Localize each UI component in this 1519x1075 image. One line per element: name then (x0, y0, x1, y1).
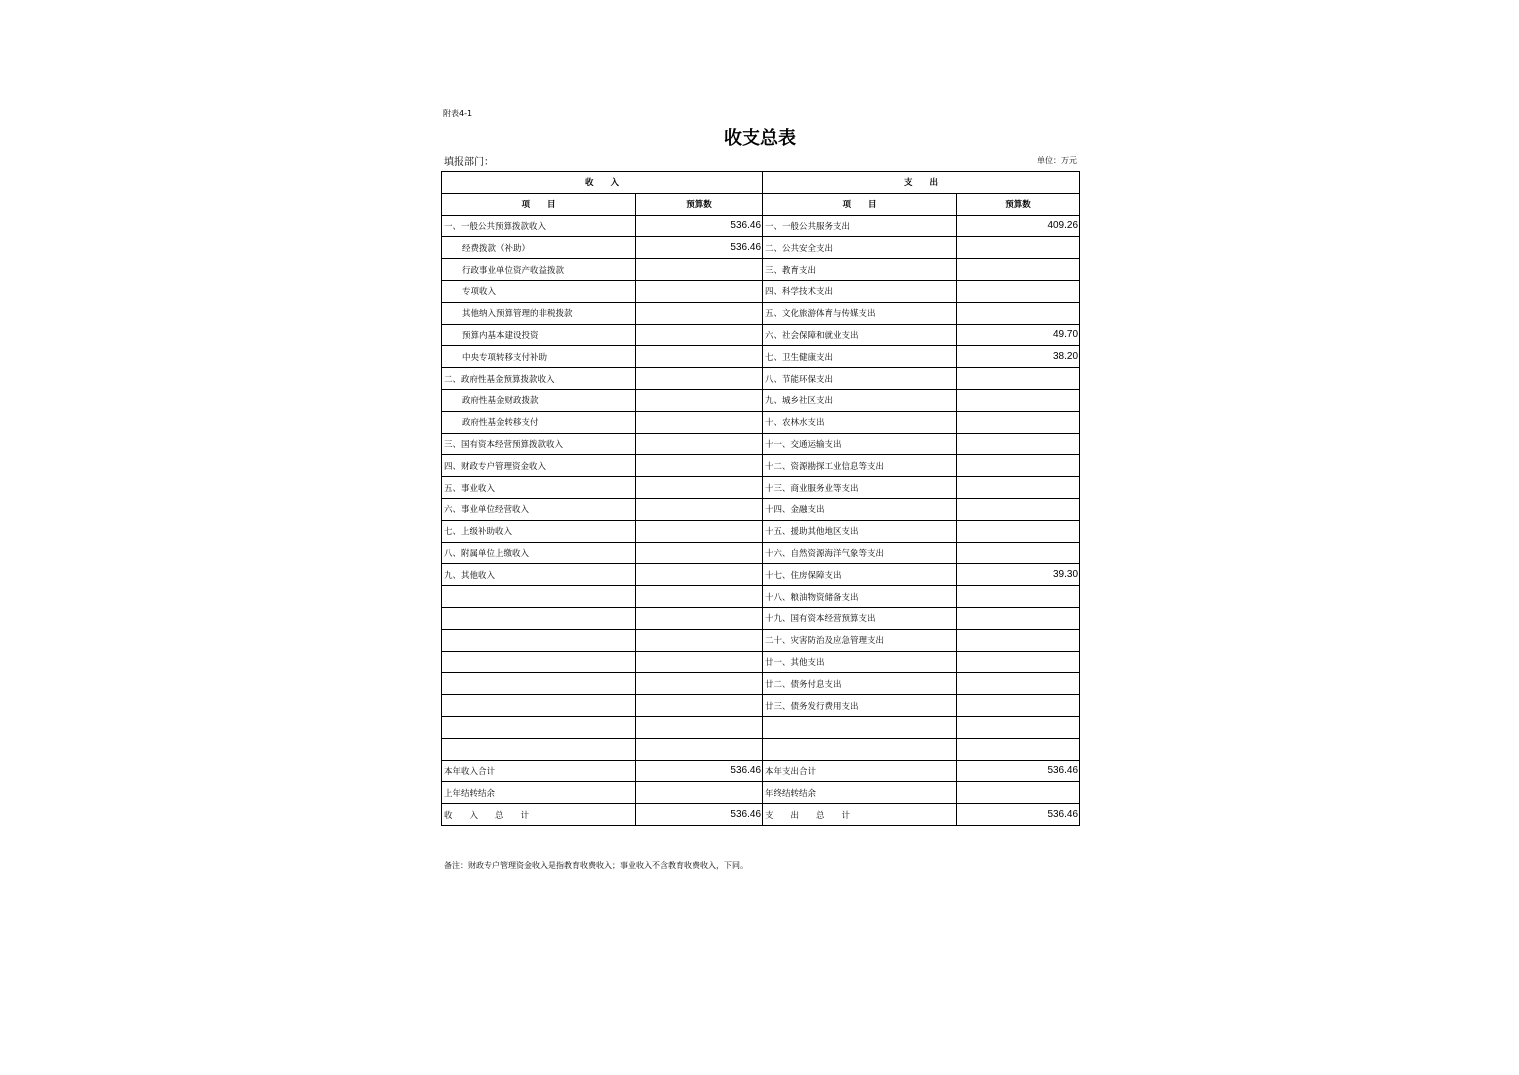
expense-item-cell: 十一、交通运输支出 (763, 433, 957, 455)
table-row (442, 564, 1080, 586)
income-value-cell (636, 782, 763, 804)
expense-item-cell: 十二、资源勘探工业信息等支出 (763, 455, 957, 477)
income-value-cell (636, 324, 763, 346)
income-item-cell: 行政事业单位资产收益拨款 (442, 259, 636, 281)
expense-value-cell (957, 542, 1080, 564)
expense-item-cell: 五、文化旅游体育与传媒支出 (763, 302, 957, 324)
income-value-cell (636, 695, 763, 717)
income-item-cell: 一、一般公共预算拨款收入 (442, 215, 636, 237)
income-value-cell (636, 498, 763, 520)
table-row (442, 760, 1080, 782)
expense-item-cell: 四、科学技术支出 (763, 280, 957, 302)
expense-item-cell: 二、公共安全支出 (763, 237, 957, 259)
expense-value-cell: 536.46 (957, 804, 1080, 826)
expense-budget-column-header: 预算数 (957, 193, 1080, 215)
income-value-cell (636, 346, 763, 368)
expense-item-cell: 十四、金融支出 (763, 498, 957, 520)
income-value-cell (636, 651, 763, 673)
expense-value-cell (957, 607, 1080, 629)
income-value-cell (636, 280, 763, 302)
table-row (442, 389, 1080, 411)
income-value-cell (636, 368, 763, 390)
income-budget-column-header: 预算数 (636, 193, 763, 215)
income-value-cell (636, 455, 763, 477)
expense-item-cell: 三、教育支出 (763, 259, 957, 281)
table-row (442, 673, 1080, 695)
income-item-cell (442, 716, 636, 738)
expense-value-cell: 409.26 (957, 215, 1080, 237)
table-row (442, 368, 1080, 390)
expense-value-cell (957, 433, 1080, 455)
expense-value-cell (957, 259, 1080, 281)
expense-item-cell: 二十、灾害防治及应急管理支出 (763, 629, 957, 651)
expense-item-column-header: 项 目 (763, 193, 957, 215)
expense-item-cell: 廿二、债务付息支出 (763, 673, 957, 695)
expense-item-cell: 廿三、债务发行费用支出 (763, 695, 957, 717)
expense-value-cell (957, 651, 1080, 673)
expense-item-cell: 廿一、其他支出 (763, 651, 957, 673)
expense-item-cell: 六、社会保障和就业支出 (763, 324, 957, 346)
expense-item-cell: 年终结转结余 (763, 782, 957, 804)
income-value-cell (636, 716, 763, 738)
income-item-cell (442, 651, 636, 673)
income-value-cell (636, 629, 763, 651)
table-row (442, 586, 1080, 608)
table-row (442, 607, 1080, 629)
income-item-cell (442, 738, 636, 760)
table-row (442, 433, 1080, 455)
expense-item-cell: 十六、自然资源海洋气象等支出 (763, 542, 957, 564)
income-item-cell: 四、财政专户管理资金收入 (442, 455, 636, 477)
expense-value-cell (957, 389, 1080, 411)
table-row (442, 651, 1080, 673)
income-item-cell: 六、事业单位经营收入 (442, 498, 636, 520)
income-value-cell (636, 389, 763, 411)
expense-value-cell (957, 498, 1080, 520)
expense-item-cell: 十九、国有资本经营预算支出 (763, 607, 957, 629)
income-item-cell: 中央专项转移支付补助 (442, 346, 636, 368)
income-item-column-header: 项 目 (442, 193, 636, 215)
income-value-cell (636, 411, 763, 433)
expense-item-cell: 十八、粮油物资储备支出 (763, 586, 957, 608)
income-item-cell: 专项收入 (442, 280, 636, 302)
table-row (442, 280, 1080, 302)
expense-value-cell: 39.30 (957, 564, 1080, 586)
table-row (442, 477, 1080, 499)
income-value-cell: 536.46 (636, 237, 763, 259)
unit-label: 单位：万元 (1037, 156, 1077, 165)
table-row (442, 629, 1080, 651)
expense-value-cell (957, 302, 1080, 324)
income-value-cell (636, 564, 763, 586)
expense-item-cell: 七、卫生健康支出 (763, 346, 957, 368)
table-row (442, 215, 1080, 237)
expense-item-cell: 支 出 总 计 (763, 804, 957, 826)
income-value-cell (636, 586, 763, 608)
income-item-cell: 二、政府性基金预算拨款收入 (442, 368, 636, 390)
table-body (442, 215, 1080, 825)
department-label: 填报部门： (444, 157, 494, 168)
income-item-cell: 三、国有资本经营预算拨款收入 (442, 433, 636, 455)
income-value-cell (636, 433, 763, 455)
expense-value-cell (957, 586, 1080, 608)
expense-item-cell (763, 716, 957, 738)
expense-value-cell (957, 520, 1080, 542)
income-value-cell (636, 302, 763, 324)
table-row (442, 411, 1080, 433)
table-row (442, 237, 1080, 259)
income-section-header: 收 入 (442, 172, 763, 194)
expense-value-cell: 49.70 (957, 324, 1080, 346)
income-value-cell: 536.46 (636, 760, 763, 782)
income-item-cell: 收 入 总 计 (442, 804, 636, 826)
table-column-header-row (442, 193, 1080, 215)
expense-value-cell (957, 673, 1080, 695)
income-item-cell: 预算内基本建设投资 (442, 324, 636, 346)
expense-value-cell (957, 716, 1080, 738)
table-row (442, 738, 1080, 760)
income-value-cell (636, 477, 763, 499)
expense-value-cell: 536.46 (957, 760, 1080, 782)
expense-item-cell: 十七、住房保障支出 (763, 564, 957, 586)
expense-value-cell (957, 738, 1080, 760)
footnote: 备注：财政专户管理资金收入是指教育收费收入；事业收入不含教育收费收入，下同。 (444, 861, 748, 870)
expense-value-cell (957, 411, 1080, 433)
table-row (442, 804, 1080, 826)
expense-value-cell (957, 237, 1080, 259)
budget-summary-table (441, 171, 1080, 826)
income-value-cell: 536.46 (636, 804, 763, 826)
table-row (442, 695, 1080, 717)
income-item-cell: 政府性基金财政拨款 (442, 389, 636, 411)
income-item-cell: 七、上级补助收入 (442, 520, 636, 542)
income-value-cell (636, 673, 763, 695)
expense-item-cell: 本年支出合计 (763, 760, 957, 782)
income-item-cell: 上年结转结余 (442, 782, 636, 804)
income-item-cell (442, 607, 636, 629)
expense-section-header: 支 出 (763, 172, 1080, 194)
expense-value-cell (957, 477, 1080, 499)
table-row (442, 520, 1080, 542)
expense-item-cell (763, 738, 957, 760)
income-item-cell (442, 673, 636, 695)
expense-value-cell (957, 455, 1080, 477)
income-item-cell (442, 629, 636, 651)
income-value-cell (636, 259, 763, 281)
income-item-cell: 五、事业收入 (442, 477, 636, 499)
table-row (442, 259, 1080, 281)
expense-item-cell: 九、城乡社区支出 (763, 389, 957, 411)
expense-value-cell (957, 280, 1080, 302)
income-item-cell (442, 695, 636, 717)
income-value-cell (636, 520, 763, 542)
expense-item-cell: 八、节能环保支出 (763, 368, 957, 390)
attachment-label: 附表4-1 (443, 109, 473, 118)
income-item-cell: 八、附属单位上缴收入 (442, 542, 636, 564)
table-row (442, 324, 1080, 346)
income-item-cell (442, 586, 636, 608)
expense-item-cell: 一、一般公共服务支出 (763, 215, 957, 237)
income-value-cell (636, 607, 763, 629)
table-row (442, 542, 1080, 564)
expense-value-cell (957, 695, 1080, 717)
expense-value-cell (957, 629, 1080, 651)
table-row (442, 782, 1080, 804)
income-item-cell: 政府性基金转移支付 (442, 411, 636, 433)
table-section-header-row (442, 172, 1080, 194)
expense-value-cell: 38.20 (957, 346, 1080, 368)
table-row (442, 498, 1080, 520)
income-item-cell: 其他纳入预算管理的非税拨款 (442, 302, 636, 324)
expense-value-cell (957, 782, 1080, 804)
expense-item-cell: 十五、援助其他地区支出 (763, 520, 957, 542)
table-row (442, 455, 1080, 477)
income-value-cell (636, 738, 763, 760)
expense-item-cell: 十三、商业服务业等支出 (763, 477, 957, 499)
expense-value-cell (957, 368, 1080, 390)
table-row (442, 346, 1080, 368)
table-row (442, 716, 1080, 738)
income-item-cell: 经费拨款（补助） (442, 237, 636, 259)
income-item-cell: 本年收入合计 (442, 760, 636, 782)
expense-item-cell: 十、农林水支出 (763, 411, 957, 433)
income-value-cell: 536.46 (636, 215, 763, 237)
page-title: 收支总表 (724, 128, 796, 149)
income-item-cell: 九、其他收入 (442, 564, 636, 586)
income-value-cell (636, 542, 763, 564)
table-row (442, 302, 1080, 324)
